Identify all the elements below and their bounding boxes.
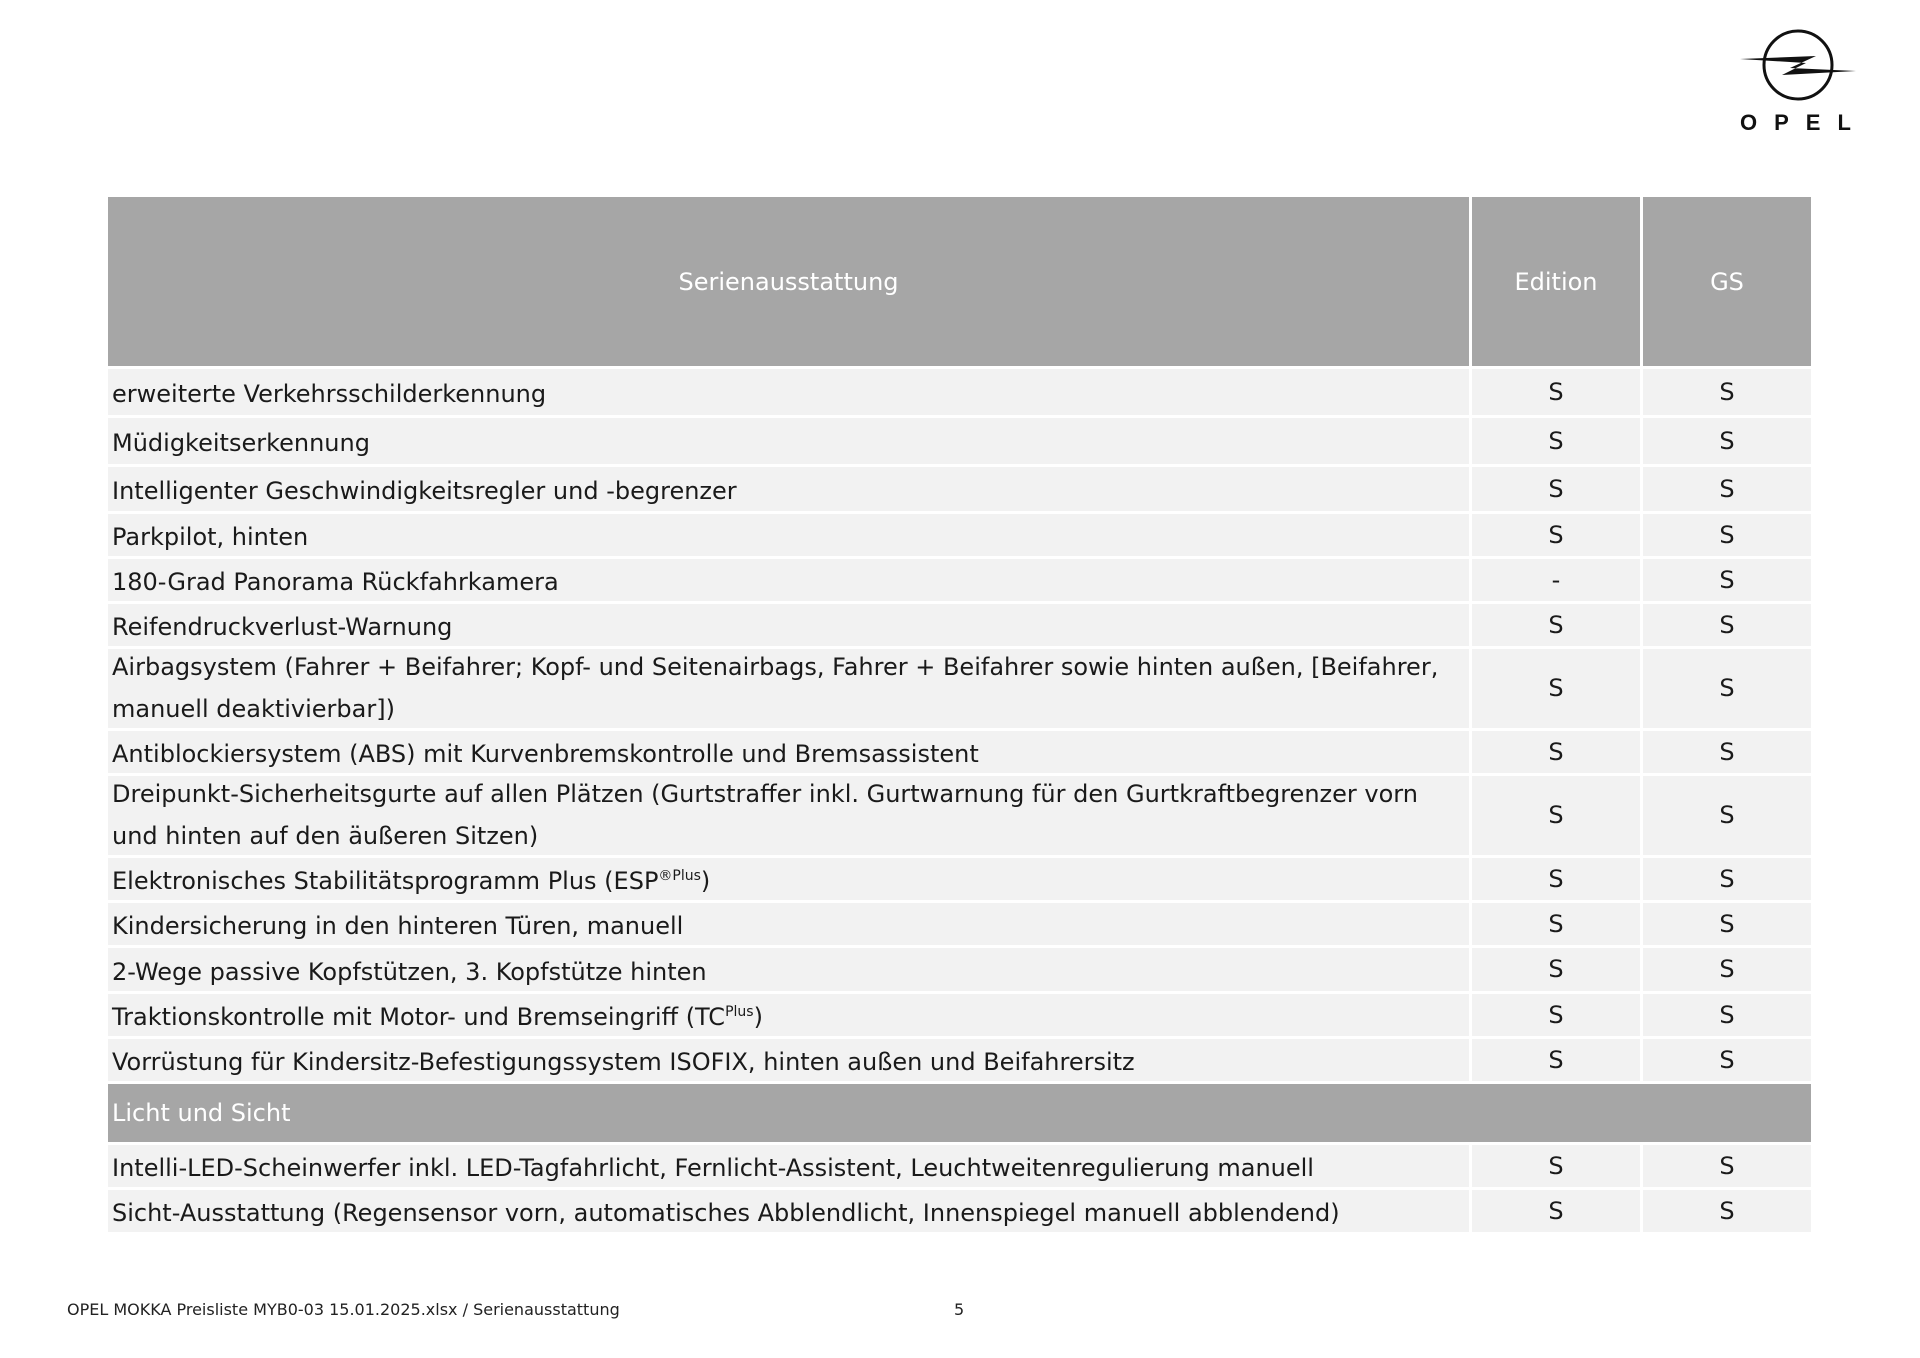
gs-value: S	[1643, 945, 1811, 991]
gs-value: S	[1643, 601, 1811, 646]
edition-value: S	[1472, 415, 1643, 464]
table-row	[108, 556, 1811, 601]
feature-label	[108, 464, 1472, 511]
table-row	[108, 511, 1811, 556]
gs-value: S	[1643, 464, 1811, 511]
feature-text: Kindersicherung in den hinteren Türen, manuell	[112, 912, 684, 940]
feature-text: Reifendruckverlust-Warnung	[112, 613, 453, 641]
feature-suffix: )	[700, 867, 711, 895]
header-edition: Edition	[1472, 197, 1643, 366]
feature-label	[108, 511, 1472, 556]
feature-label	[108, 556, 1472, 601]
table-row	[108, 601, 1811, 646]
edition-value: S	[1472, 773, 1643, 855]
feature-label	[108, 1187, 1472, 1232]
feature-label	[108, 646, 1472, 728]
feature-label	[108, 415, 1472, 464]
footer-source: OPEL MOKKA Preisliste MYB0-03 15.01.2025.xlsx / Serienausstattung	[67, 1300, 620, 1319]
feature-suffix: )	[753, 1003, 763, 1031]
feature-superscript: Plus	[725, 1004, 754, 1020]
feature-label	[108, 728, 1472, 773]
table-row	[108, 646, 1811, 728]
header-gs: GS	[1643, 197, 1811, 366]
feature-label	[108, 773, 1472, 855]
gs-value: S	[1643, 1187, 1811, 1232]
feature-text: Sicht-Ausstattung (Regensensor vorn, automatisches Abblendlicht, Innenspiegel manuell abblendend)	[112, 1199, 1340, 1227]
table-row	[108, 945, 1811, 991]
feature-superscript: ®Plus	[658, 868, 701, 884]
gs-value: S	[1643, 773, 1811, 855]
feature-label	[108, 1036, 1472, 1081]
edition-value: S	[1472, 728, 1643, 773]
feature-text: Intelligenter Geschwindigkeitsregler und -begrenzer	[112, 477, 737, 505]
gs-value: S	[1643, 366, 1811, 415]
gs-value: S	[1643, 1142, 1811, 1187]
header-serienausstattung: Serienausstattung	[108, 197, 1472, 366]
feature-label	[108, 991, 1472, 1036]
feature-text: Traktionskontrolle mit Motor- und Bremseingriff (TC	[112, 1003, 726, 1031]
edition-value: S	[1472, 1187, 1643, 1232]
table-row	[108, 415, 1811, 464]
edition-value: S	[1472, 366, 1643, 415]
table-row	[108, 1036, 1811, 1081]
edition-value: S	[1472, 646, 1643, 728]
edition-value: S	[1472, 511, 1643, 556]
opel-logo-text: OPEL	[1740, 110, 1868, 135]
feature-text: Antiblockiersystem (ABS) mit Kurvenbremskontrolle und Bremsassistent	[112, 740, 979, 768]
feature-text: Parkpilot, hinten	[112, 523, 309, 551]
feature-label	[108, 900, 1472, 945]
edition-value: -	[1472, 556, 1643, 601]
edition-value: S	[1472, 991, 1643, 1036]
equipment-table	[108, 197, 1811, 1232]
gs-value: S	[1643, 511, 1811, 556]
table-row	[108, 1187, 1811, 1232]
table-row	[108, 773, 1811, 855]
table-row	[108, 464, 1811, 511]
gs-value: S	[1643, 728, 1811, 773]
gs-value: S	[1643, 1036, 1811, 1081]
feature-text: erweiterte Verkehrsschilderkennung	[112, 380, 547, 408]
table-row	[108, 366, 1811, 415]
table-row	[108, 1142, 1811, 1187]
feature-text: Airbagsystem (Fahrer + Beifahrer; Kopf- und Seitenairbags, Fahrer + Beifahrer sowie hinten außen, [Beifahrer, manuell deaktivierbar])	[112, 653, 1439, 723]
gs-value: S	[1643, 900, 1811, 945]
edition-value: S	[1472, 1142, 1643, 1187]
table-row	[108, 855, 1811, 900]
edition-value: S	[1472, 464, 1643, 511]
gs-value: S	[1643, 415, 1811, 464]
edition-value: S	[1472, 855, 1643, 900]
gs-value: S	[1643, 646, 1811, 728]
gs-value: S	[1643, 991, 1811, 1036]
section-header-licht-und-sicht: Licht und Sicht	[108, 1081, 1811, 1142]
gs-value: S	[1643, 556, 1811, 601]
section-row	[108, 1081, 1811, 1142]
feature-label	[108, 1142, 1472, 1187]
feature-label	[108, 945, 1472, 991]
feature-text: Intelli-LED-Scheinwerfer inkl. LED-Tagfahrlicht, Fernlicht-Assistent, Leuchtweitenregulierung manuell	[112, 1154, 1314, 1182]
feature-text: 2-Wege passive Kopfstützen, 3. Kopfstütze hinten	[112, 957, 707, 986]
feature-text: Vorrüstung für Kindersitz-Befestigungssystem ISOFIX, hinten außen und Beifahrersitz	[112, 1048, 1135, 1076]
table-row	[108, 991, 1811, 1036]
page-number: 5	[954, 1300, 965, 1319]
table-row	[108, 728, 1811, 773]
feature-text: Dreipunkt-Sicherheitsgurte auf allen Plätzen (Gurtstraffer inkl. Gurtwarnung für den Gurtkraftbegrenzer vorn und hinten auf den äußeren Sitzen)	[112, 780, 1418, 850]
gs-value: S	[1643, 855, 1811, 900]
feature-label	[108, 601, 1472, 646]
feature-text: 180-Grad Panorama Rückfahrkamera	[112, 568, 559, 596]
table-row	[108, 900, 1811, 945]
edition-value: S	[1472, 601, 1643, 646]
feature-label	[108, 366, 1472, 415]
edition-value: S	[1472, 945, 1643, 991]
feature-text: Elektronisches Stabilitätsprogramm Plus (ESP	[112, 867, 659, 895]
feature-text: Müdigkeitserkennung	[112, 429, 370, 457]
edition-value: S	[1472, 1036, 1643, 1081]
edition-value: S	[1472, 900, 1643, 945]
feature-label	[108, 855, 1472, 900]
